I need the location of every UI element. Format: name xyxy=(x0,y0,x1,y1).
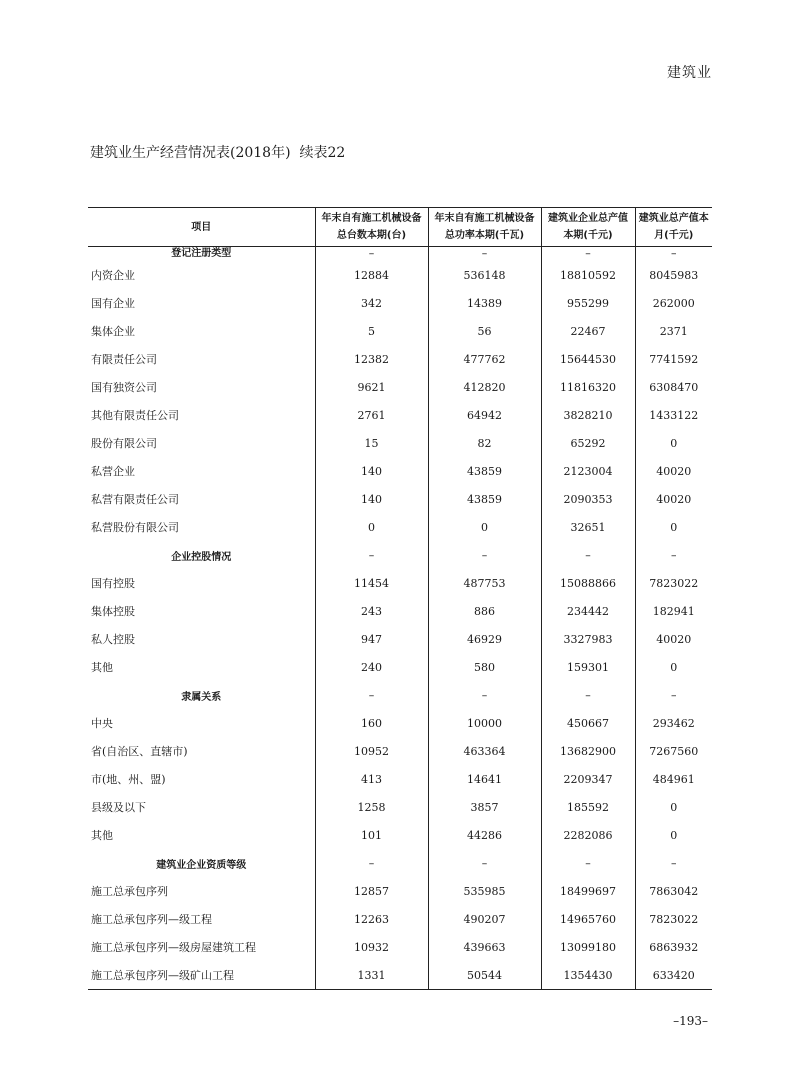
section-label: 隶属关系 xyxy=(181,691,222,703)
table-cell: 484961 xyxy=(635,765,712,793)
row-label: 国有企业 xyxy=(91,297,135,310)
table-cell: 6863932 xyxy=(635,933,712,961)
page-number: –193– xyxy=(673,1014,708,1028)
table-cell: 10000 xyxy=(428,709,541,737)
row-label: 省(自治区、直辖市) xyxy=(91,745,188,758)
table-row xyxy=(88,961,712,990)
running-head: 建筑业 xyxy=(667,65,712,81)
row-label: 内资企业 xyxy=(91,269,135,282)
table-cell: 6308470 xyxy=(635,373,712,401)
table-cell: 13682900 xyxy=(541,737,635,765)
table-cell: 0 xyxy=(635,821,712,849)
table-cell: – xyxy=(541,849,635,877)
table-row xyxy=(88,373,712,401)
table-cell: – xyxy=(428,541,541,569)
table-cell: 15644530 xyxy=(541,345,635,373)
table-cell: 13099180 xyxy=(541,933,635,961)
table-cell: – xyxy=(635,247,712,262)
table-cell: 18810592 xyxy=(541,261,635,289)
table-cell: 0 xyxy=(428,513,541,541)
section-row xyxy=(88,541,712,569)
section-row xyxy=(88,681,712,709)
table-cell: 633420 xyxy=(635,961,712,990)
table-cell: 463364 xyxy=(428,737,541,765)
table-cell: 7823022 xyxy=(635,569,712,597)
table-cell: 1258 xyxy=(315,793,428,821)
table-cell: 15 xyxy=(315,429,428,457)
table-header-row xyxy=(88,208,712,247)
column-header-machine-count: 年末自有施工机械设备总台数本期(台) xyxy=(315,208,428,247)
table-row xyxy=(88,457,712,485)
row-label: 集体控股 xyxy=(91,605,135,618)
table-cell: 2371 xyxy=(635,317,712,345)
row-label: 其他 xyxy=(91,829,113,842)
column-header-item: 项目 xyxy=(191,221,212,233)
table-cell: 11816320 xyxy=(541,373,635,401)
table-cell: 477762 xyxy=(428,345,541,373)
row-label: 市(地、州、盟) xyxy=(91,773,166,786)
table-cell: 65292 xyxy=(541,429,635,457)
table-cell: – xyxy=(635,541,712,569)
table-cell: 240 xyxy=(315,653,428,681)
table-cell: 46929 xyxy=(428,625,541,653)
table-row xyxy=(88,513,712,541)
table-cell: 14389 xyxy=(428,289,541,317)
table-cell: – xyxy=(541,541,635,569)
table-row xyxy=(88,821,712,849)
table-cell: 7863042 xyxy=(635,877,712,905)
table-cell: 56 xyxy=(428,317,541,345)
table-cell: – xyxy=(541,681,635,709)
table-cell: 160 xyxy=(315,709,428,737)
table-cell: 0 xyxy=(315,513,428,541)
section-label: 建筑业企业资质等级 xyxy=(156,859,247,871)
table-row xyxy=(88,765,712,793)
table-cell: – xyxy=(635,681,712,709)
row-label: 施工总承包序列—级工程 xyxy=(91,913,212,926)
table-cell: 2123004 xyxy=(541,457,635,485)
table-cell: 12382 xyxy=(315,345,428,373)
table-cell: 18499697 xyxy=(541,877,635,905)
table-cell: 2282086 xyxy=(541,821,635,849)
table-cell: – xyxy=(315,541,428,569)
table-cell: 44286 xyxy=(428,821,541,849)
table-cell: 7823022 xyxy=(635,905,712,933)
table-cell: 40020 xyxy=(635,485,712,513)
row-label: 施工总承包序列—级矿山工程 xyxy=(91,969,234,982)
row-label: 有限责任公司 xyxy=(91,353,157,366)
table-cell: 580 xyxy=(428,653,541,681)
row-label: 私人控股 xyxy=(91,633,135,646)
table-cell: 293462 xyxy=(635,709,712,737)
table-cell: 1354430 xyxy=(541,961,635,990)
table-row xyxy=(88,429,712,457)
section-label: 企业控股情况 xyxy=(171,551,232,563)
table-cell: – xyxy=(315,681,428,709)
section-row xyxy=(88,849,712,877)
table-cell: 947 xyxy=(315,625,428,653)
row-label: 其他 xyxy=(91,661,113,674)
table-cell: 342 xyxy=(315,289,428,317)
table-cell: – xyxy=(428,849,541,877)
table-cell: 8045983 xyxy=(635,261,712,289)
table-cell: 7741592 xyxy=(635,345,712,373)
row-label: 施工总承包序列—级房屋建筑工程 xyxy=(91,941,256,954)
row-label: 中央 xyxy=(91,717,113,730)
table-row xyxy=(88,569,712,597)
table-cell: – xyxy=(315,849,428,877)
table-cell: 185592 xyxy=(541,793,635,821)
column-header-enterprise-output: 建筑业企业总产值本期(千元) xyxy=(541,208,635,247)
section-label: 登记注册类型 xyxy=(171,248,232,259)
table-row xyxy=(88,401,712,429)
table-cell: 234442 xyxy=(541,597,635,625)
table-body xyxy=(88,247,712,990)
column-header-machine-power: 年末自有施工机械设备总功率本期(千瓦) xyxy=(428,208,541,247)
table-cell: 159301 xyxy=(541,653,635,681)
table-cell: 450667 xyxy=(541,709,635,737)
table-row xyxy=(88,289,712,317)
table-cell: 3828210 xyxy=(541,401,635,429)
table-cell: 43859 xyxy=(428,485,541,513)
table-cell: – xyxy=(428,247,541,262)
row-label: 国有独资公司 xyxy=(91,381,157,394)
table-cell: 43859 xyxy=(428,457,541,485)
table-cell: – xyxy=(428,681,541,709)
table-row xyxy=(88,653,712,681)
table-cell: 7267560 xyxy=(635,737,712,765)
table-cell: 955299 xyxy=(541,289,635,317)
table-row xyxy=(88,345,712,373)
table-cell: 1331 xyxy=(315,961,428,990)
row-label: 国有控股 xyxy=(91,577,135,590)
table-cell: 0 xyxy=(635,429,712,457)
table-cell: – xyxy=(541,247,635,262)
table-cell: 3327983 xyxy=(541,625,635,653)
table-cell: 12263 xyxy=(315,905,428,933)
table-cell: 535985 xyxy=(428,877,541,905)
row-label: 私营有限责任公司 xyxy=(91,493,179,506)
table-cell: 14641 xyxy=(428,765,541,793)
table-row xyxy=(88,261,712,289)
table-cell: 140 xyxy=(315,485,428,513)
table-cell: 1433122 xyxy=(635,401,712,429)
table-cell: – xyxy=(315,247,428,262)
table-row xyxy=(88,933,712,961)
table-cell: 412820 xyxy=(428,373,541,401)
row-label: 股份有限公司 xyxy=(91,437,157,450)
table-cell: 0 xyxy=(635,793,712,821)
table-cell: 40020 xyxy=(635,625,712,653)
row-label: 县级及以下 xyxy=(91,801,146,814)
table-cell: 82 xyxy=(428,429,541,457)
row-label: 集体企业 xyxy=(91,325,135,338)
table-cell: 487753 xyxy=(428,569,541,597)
table-cell: 2090353 xyxy=(541,485,635,513)
table-cell: 490207 xyxy=(428,905,541,933)
table-cell: 101 xyxy=(315,821,428,849)
table-cell: 22467 xyxy=(541,317,635,345)
table-cell: 10952 xyxy=(315,737,428,765)
table-cell: 0 xyxy=(635,653,712,681)
table-cell: 2209347 xyxy=(541,765,635,793)
table-row xyxy=(88,877,712,905)
section-row xyxy=(88,247,712,262)
table-cell: 15088866 xyxy=(541,569,635,597)
table-row xyxy=(88,485,712,513)
table-row xyxy=(88,737,712,765)
row-label: 私营企业 xyxy=(91,465,135,478)
table-cell: 50544 xyxy=(428,961,541,990)
table-cell: 64942 xyxy=(428,401,541,429)
table-cell: 14965760 xyxy=(541,905,635,933)
statistics-table xyxy=(88,207,712,990)
table-cell: 5 xyxy=(315,317,428,345)
table-caption: 建筑业生产经营情况表(2018年) 续表22 xyxy=(90,145,346,161)
table-cell: 413 xyxy=(315,765,428,793)
table-cell: 10932 xyxy=(315,933,428,961)
table-cell: 886 xyxy=(428,597,541,625)
table-cell: 9621 xyxy=(315,373,428,401)
row-label: 其他有限责任公司 xyxy=(91,409,179,422)
table-row xyxy=(88,317,712,345)
table-cell: 12884 xyxy=(315,261,428,289)
row-label: 施工总承包序列 xyxy=(91,885,168,898)
table-cell: 243 xyxy=(315,597,428,625)
table-cell: 262000 xyxy=(635,289,712,317)
table-row xyxy=(88,625,712,653)
table-cell: 12857 xyxy=(315,877,428,905)
table-cell: 32651 xyxy=(541,513,635,541)
table-cell: 11454 xyxy=(315,569,428,597)
table-cell: 439663 xyxy=(428,933,541,961)
column-header-monthly-output: 建筑业总产值本月(千元) xyxy=(635,208,712,247)
table-cell: 3857 xyxy=(428,793,541,821)
table-cell: 182941 xyxy=(635,597,712,625)
table-cell: 0 xyxy=(635,513,712,541)
table-row xyxy=(88,905,712,933)
table-row xyxy=(88,793,712,821)
table-row xyxy=(88,597,712,625)
table-cell: 2761 xyxy=(315,401,428,429)
row-label: 私营股份有限公司 xyxy=(91,521,179,534)
table-cell: 536148 xyxy=(428,261,541,289)
table-cell: – xyxy=(635,849,712,877)
table-row xyxy=(88,709,712,737)
table-cell: 40020 xyxy=(635,457,712,485)
table-cell: 140 xyxy=(315,457,428,485)
